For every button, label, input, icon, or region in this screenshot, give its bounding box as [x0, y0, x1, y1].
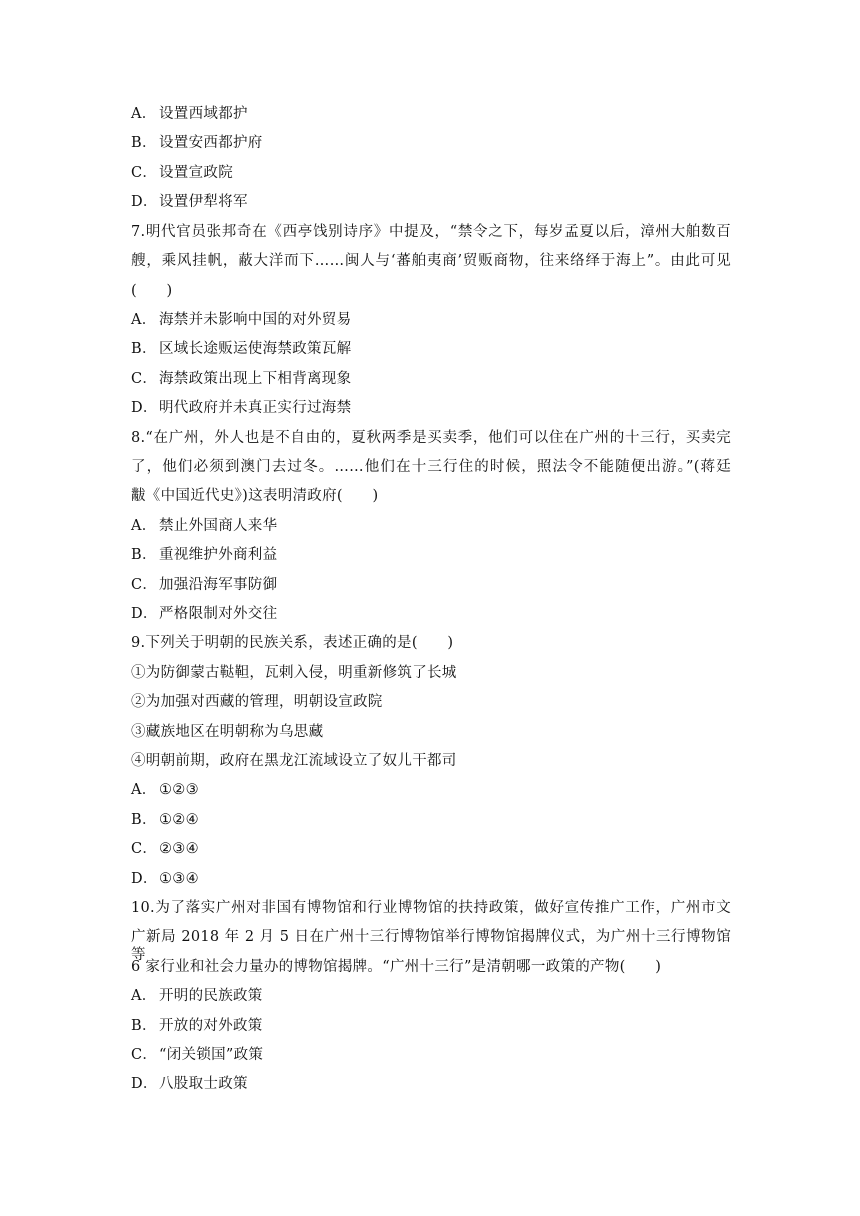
- q10-option-a: A． 开明的民族政策: [131, 988, 263, 1004]
- q6-option-c: C． 设置宣政院: [131, 165, 233, 181]
- q10-stem-line-2: 广新局 2018 年 2 月 5 日在广州十三行博物馆举行博物馆揭牌仪式，为广州十三行博物馆等: [131, 929, 731, 963]
- q10-stem-line-1: 10.为了落实广州对非国有博物馆和行业博物馆的扶持政策，做好宣传推广工作，广州市文: [131, 900, 731, 916]
- q9-option-a: A． ①②③: [131, 782, 199, 798]
- q8-option-b: B． 重视维护外商利益: [131, 547, 278, 563]
- q6-option-b: B． 设置安西都护府: [131, 135, 263, 151]
- q7-option-d: D．明代政府并未真正实行过海禁: [131, 400, 352, 416]
- q7-option-a: A． 海禁并未影响中国的对外贸易: [131, 312, 352, 328]
- q7-option-c: C． 海禁政策出现上下相背离现象: [131, 371, 352, 387]
- q6-option-d: D．设置伊犁将军: [131, 194, 248, 210]
- q7-stem-line-3: ( ): [131, 283, 173, 299]
- q10-option-b: B． 开放的对外政策: [131, 1018, 263, 1034]
- q9-statement-4: ④明朝前期，政府在黑龙江流域设立了奴儿干都司: [131, 753, 457, 769]
- q9-statement-1: ①为防御蒙古鞑靼，瓦剌入侵，明重新修筑了长城: [131, 665, 457, 681]
- q10-stem-line-3: 6 家行业和社会力量办的博物馆揭牌。“广州十三行”是清朝哪一政策的产物( ): [131, 959, 662, 975]
- q8-option-d: D．严格限制对外交往: [131, 606, 278, 622]
- q8-option-c: C． 加强沿海军事防御: [131, 577, 278, 593]
- q10-option-c: C． “闭关锁国”政策: [131, 1047, 264, 1063]
- q10-option-d: D．八股取士政策: [131, 1076, 248, 1092]
- q7-stem-line-2: 艘，乘风挂帆，蔽大洋而下……闽人与‘蕃舶夷商’贸贩商物，往来络绎于海上”。由此可见: [131, 253, 731, 269]
- q8-stem-line-2: 了，他们必须到澳门去过冬。……他们在十三行住的时候，照法令不能随便出游。”(蒋廷: [131, 459, 731, 475]
- q7-option-b: B． 区域长途贩运使海禁政策瓦解: [131, 341, 352, 357]
- q9-statement-3: ③藏族地区在明朝称为乌思藏: [131, 724, 324, 740]
- q9-option-c: C． ②③④: [131, 841, 199, 857]
- q9-statement-2: ②为加强对西藏的管理，明朝设宣政院: [131, 694, 383, 710]
- q7-stem-line-1: 7.明代官员张邦奇在《西亭饯别诗序》中提及，“禁令之下，每岁孟夏以后，漳州大舶数百: [131, 224, 731, 240]
- q9-stem: 9.下列关于明朝的民族关系，表述正确的是( ): [131, 635, 454, 651]
- q8-option-a: A． 禁止外国商人来华: [131, 518, 278, 534]
- q9-option-b: B． ①②④: [131, 812, 199, 828]
- q9-option-d: D．①③④: [131, 871, 199, 887]
- q8-stem-line-3: 黻《中国近代史》)这表明清政府( ): [131, 488, 379, 504]
- q8-stem-line-1: 8.“在广州，外人也是不自由的，夏秋两季是买卖季，他们可以住在广州的十三行，买卖完: [131, 430, 731, 446]
- q6-option-a: A． 设置西域都护: [131, 106, 248, 122]
